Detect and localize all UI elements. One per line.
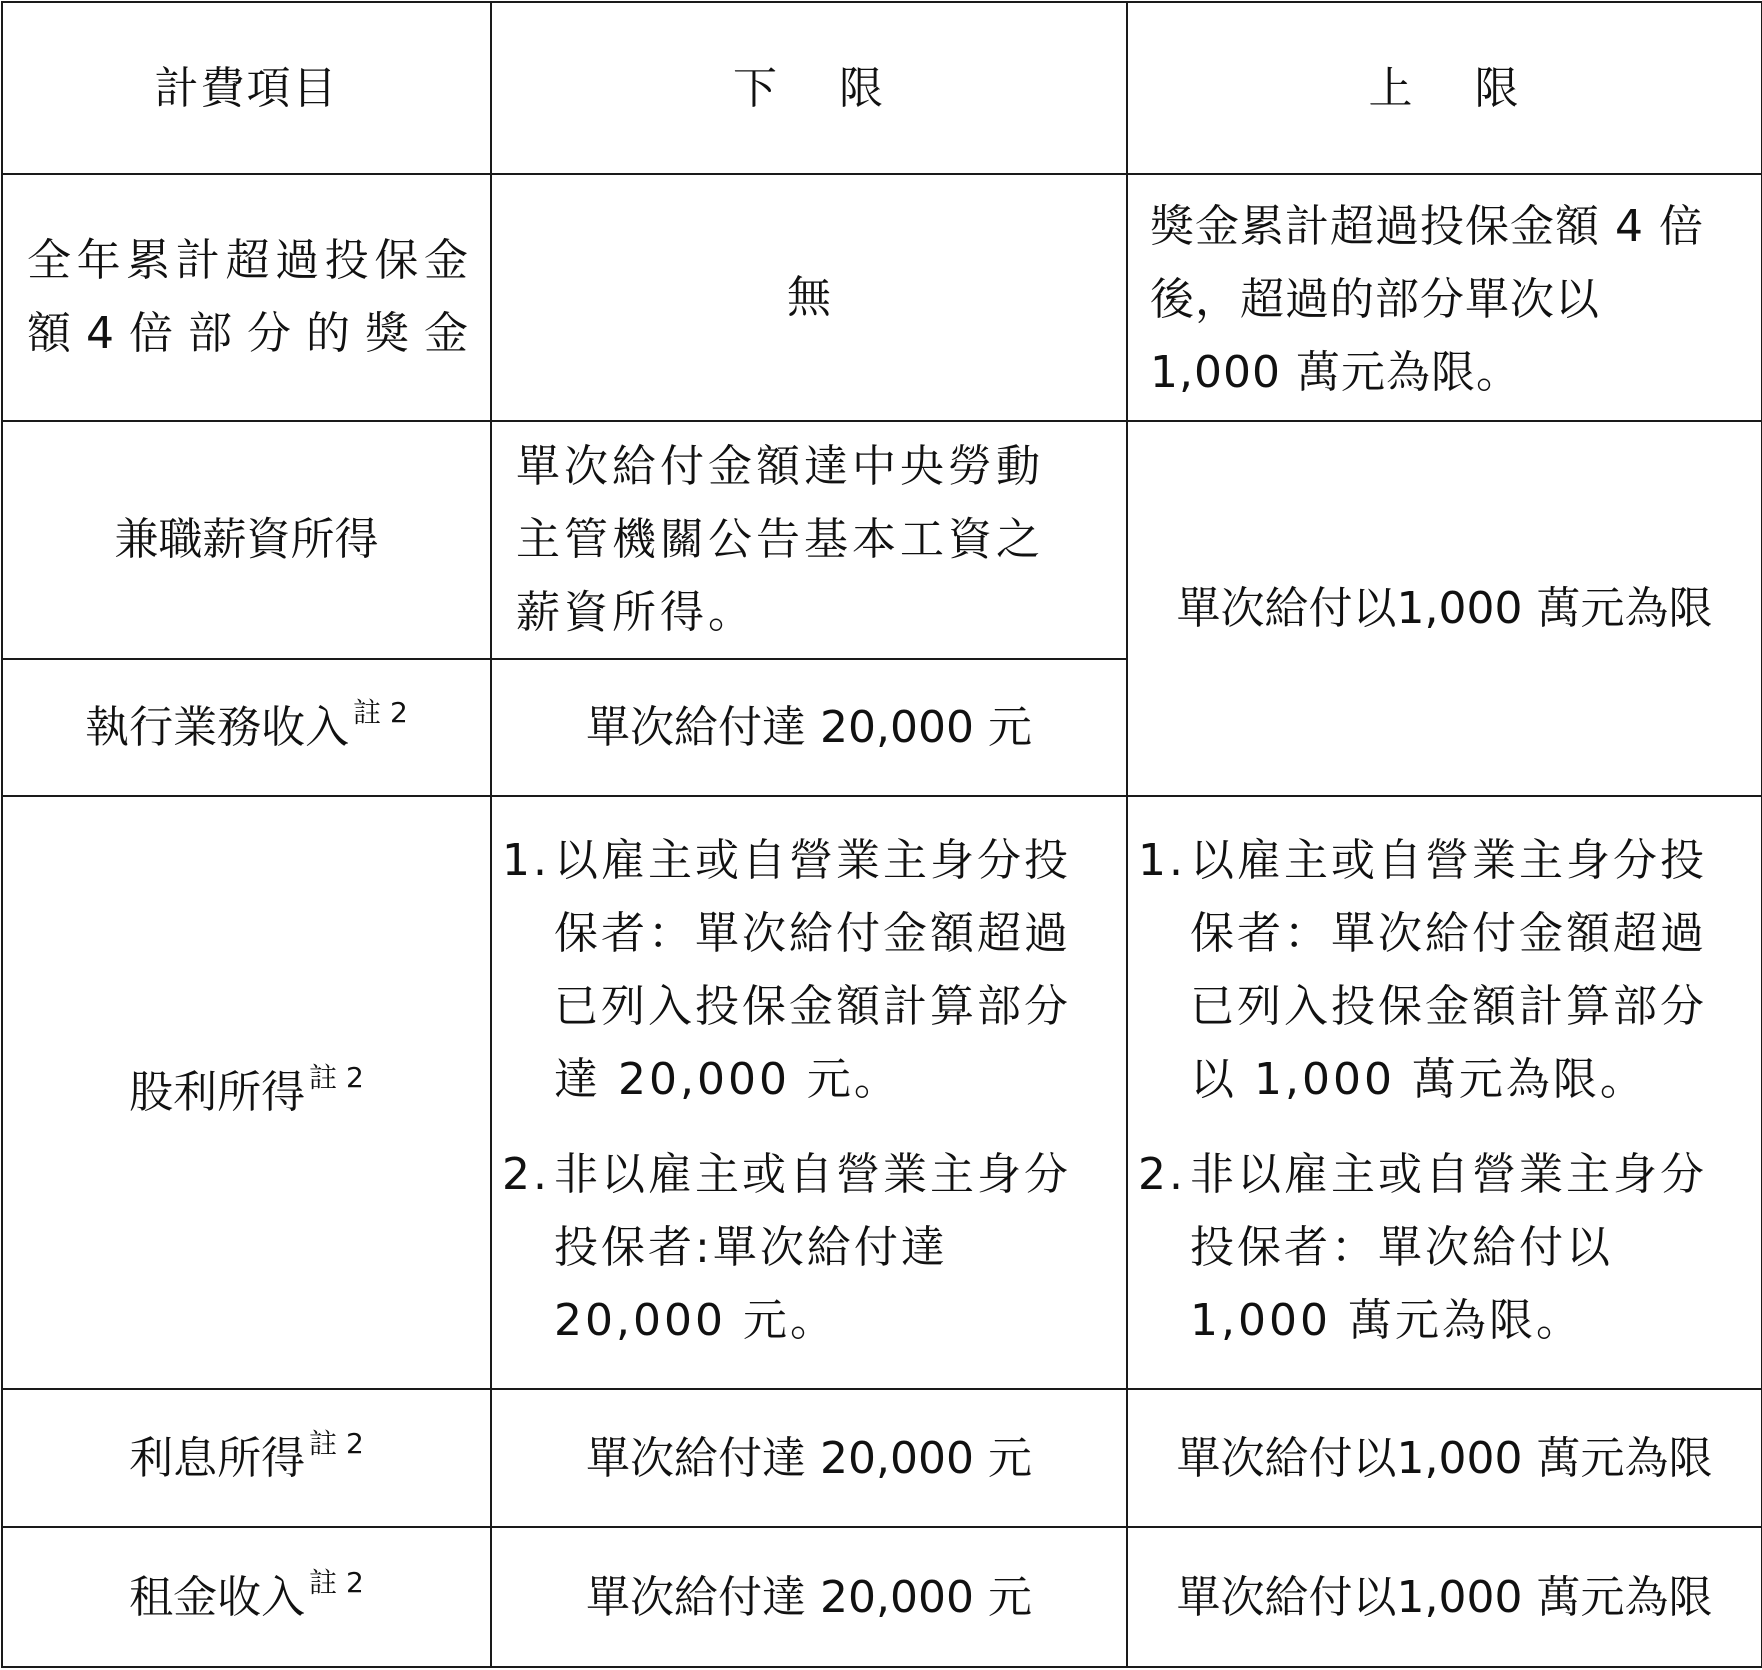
header-item: 計費項目 [2, 2, 491, 174]
fee-limit-table [1, 1, 1762, 1668]
row-rent-upper: 單次給付以1,000 萬元為限 [1127, 1527, 1762, 1667]
list-item: 2. 非以雇主或自營業主身分投保者：單次給付以 1,000 萬元為限。 [1138, 1149, 1707, 1347]
footnote-marker: 註 2 [309, 1061, 364, 1095]
row-interest-lower: 單次給付達 20,000 元 [491, 1389, 1127, 1527]
footnote-marker: 註 2 [309, 1426, 364, 1460]
row-dividend-item: 股利所得 $^{註 2}$ [2, 796, 491, 1389]
lower-limit-list [492, 824, 1126, 1357]
table-row [2, 1389, 1762, 1527]
table-row [2, 174, 1762, 420]
table-row [2, 1527, 1762, 1667]
row-bonus-lower: 無 [491, 174, 1127, 420]
header-upper-limit: 上 限 [1127, 2, 1762, 174]
row-bonus-upper: 獎金累計超過投保金額 4 倍後，超過的部分單次以 1,000 萬元為限。 [1127, 174, 1762, 420]
upper-limit-list [1128, 824, 1761, 1357]
row-rent-item: 租金收入 $^{註 2}$ [2, 1527, 491, 1667]
row-parttime-item: 兼職薪資所得 [2, 421, 491, 659]
row-interest-item: 利息所得 $^{註 2}$ [2, 1389, 491, 1527]
list-item: 1. 以雇主或自營業主身分投保者：單次給付金額超過已列入投保金額計算部分以 1,000 萬元為限。 [1138, 835, 1707, 1106]
list-item: 2. 非以雇主或自營業主身分投保者:單次給付達 20,000 元。 [502, 1149, 1071, 1347]
row-parttime-upper: 單次給付以1,000 萬元為限 [1127, 421, 1762, 797]
table-row [2, 421, 1762, 659]
footnote-marker: 註 2 [309, 1565, 364, 1599]
header-row [2, 2, 1762, 174]
row-dividend-upper [1127, 796, 1762, 1389]
row-practice-item: 執行業務收入 $^{註 2}$ [2, 659, 491, 797]
row-rent-lower: 單次給付達 20,000 元 [491, 1527, 1127, 1667]
table-row [2, 796, 1762, 1389]
row-dividend-lower [491, 796, 1127, 1389]
list-item: 1. 以雇主或自營業主身分投保者：單次給付金額超過已列入投保金額計算部分達 20,000 元。 [502, 835, 1071, 1106]
row-parttime-lower: 單次給付金額達中央勞動主管機關公告基本工資之薪資所得。 [491, 421, 1127, 659]
header-lower-limit: 下 限 [491, 2, 1127, 174]
row-practice-lower: 單次給付達 20,000 元 [491, 659, 1127, 797]
row-interest-upper: 單次給付以1,000 萬元為限 [1127, 1389, 1762, 1527]
row-bonus-item: 全年累計超過投保金額4倍部分的獎金 [2, 174, 491, 420]
footnote-marker: 註 2 [353, 695, 408, 729]
